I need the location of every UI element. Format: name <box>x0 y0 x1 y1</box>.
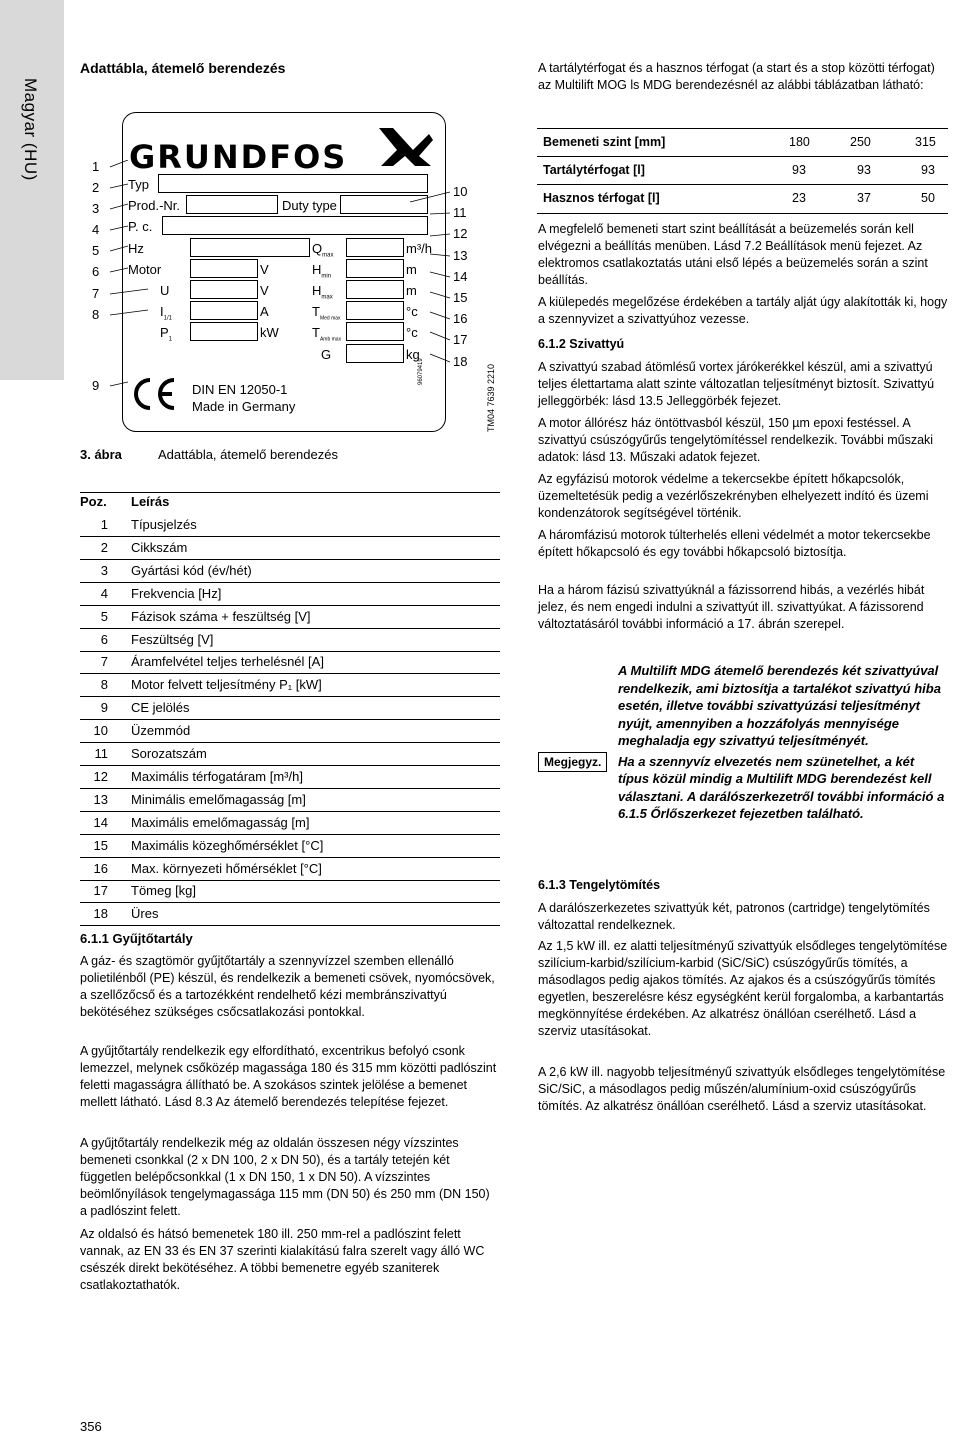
figure-caption: Adattábla, átemelő berendezés <box>158 447 338 462</box>
row-description: Frekvencia [Hz] <box>131 585 222 601</box>
label-typ: Typ <box>128 177 149 192</box>
page-heading: Adattábla, átemelő berendezés <box>80 60 286 76</box>
table-row <box>80 514 500 537</box>
unit-m2: m <box>406 283 417 298</box>
paragraph: A darálószerkezetes szivattyúk két, patronos (cartridge) tengelytömítés változattal rendelkeznek. <box>538 901 930 932</box>
unit-kg: kg <box>406 347 420 362</box>
row-number: 3 <box>92 201 100 216</box>
page-number: 356 <box>80 1419 102 1434</box>
field-box <box>158 174 428 193</box>
field-box <box>190 322 258 341</box>
row-description: Tömeg [kg] <box>131 883 197 899</box>
row-number: 6 <box>92 264 100 279</box>
row-position: 9 <box>100 700 108 716</box>
table-row <box>80 606 500 629</box>
row-description: Motor felvett teljesítmény P₁ [kW] <box>131 677 322 693</box>
paragraph: A gyűjtőtartály rendelkezik egy elfordítható, excentrikus befolyó csonk lemezzel, melynek csőközép magassága 180 és 315 mm közötti padlószint feletti magasságra állítható be. A szokásos szintek jelölése a bemenet mellett látható. Lásd 8.3 Az átemelő berendezés telepítése fejezet. <box>80 1044 497 1109</box>
ce-mark-icon <box>130 376 180 412</box>
row-position: 16 <box>93 860 108 876</box>
section-title-6-1-2: 6.1.2 Szivattyú <box>538 337 625 351</box>
field-box <box>346 280 404 299</box>
row-number: 11 <box>453 205 467 220</box>
label-hmin: $H_{min}$ <box>312 262 332 280</box>
label-u: U <box>160 283 170 298</box>
table-row <box>80 789 500 812</box>
row-description: Maximális térfogatáram [m³/h] <box>131 768 303 784</box>
table-row <box>80 697 500 720</box>
unit-c2: °c <box>406 325 418 340</box>
field-box <box>346 259 404 278</box>
row-description: Típusjelzés <box>131 517 197 532</box>
row-position: 1 <box>100 517 108 532</box>
row-position: 10 <box>93 723 108 739</box>
label-i: $I_{1/1}$ <box>160 304 172 322</box>
row-position: 17 <box>93 883 108 899</box>
paragraph: A megfelelő bemeneti start szint beállítását a beüzemelés során kell elvégezni a beállítás menüben. Lásd 7.2 Beállítások menü fejezet. Az elektromos csatlakoztatás utáni első lépés a beüzemelés során a szint beállítás. <box>538 222 928 287</box>
paragraph: A szivattyú szabad átömlésű vortex járókerékkel készül, ami a szivattyú teljes élettartama alatt szinte változatlan teljesítményt biztosít. Szivattyú jelleggörbék: lásd 13.5 Jelleggörbék fejezet. <box>538 360 935 408</box>
row-position: 12 <box>93 768 108 784</box>
plate-code: 96079419 <box>418 358 424 385</box>
grundfos-logo-text: GRUNDFOS <box>129 138 348 176</box>
row-description: Max. környezeti hőmérséklet [°C] <box>131 860 322 876</box>
table-header-pos: Poz. <box>80 494 107 509</box>
table-row <box>80 835 500 858</box>
row-number: 8 <box>92 307 100 322</box>
row-description: Sorozatszám <box>131 746 207 761</box>
row-number: 17 <box>453 332 468 347</box>
row-position: 18 <box>93 906 108 922</box>
row-number: 9 <box>92 378 100 393</box>
row-number: 13 <box>453 248 468 263</box>
paragraph: Az oldalsó és hátsó bemenetek 180 ill. 250 mm-rel a padlószint felett vannak, az EN 33 és EN 37 szerinti kialakítású falra szerelt vagy álló WC csészék direkt bekötéséhez. A többi bemenetre egyéb szaniterek csatlakoztathatók. <box>80 1227 485 1292</box>
label-g: G <box>321 347 332 362</box>
row-position: 15 <box>93 837 108 853</box>
row-position: 13 <box>93 791 108 807</box>
row-position: 4 <box>100 585 108 601</box>
row-number: 7 <box>92 286 100 301</box>
field-box <box>346 344 404 363</box>
table-row <box>80 880 500 903</box>
row-description: Maximális közeghőmérséklet [°C] <box>131 837 324 853</box>
table-row <box>80 583 500 606</box>
field-box <box>340 195 428 214</box>
paragraph: A háromfázisú motorok túlterhelés elleni védelmét a motor tekercsekbe épített hőkapcsoló és egy további hőkapcsoló biztosítja. <box>538 528 931 559</box>
field-box <box>346 301 404 320</box>
table-row <box>80 743 500 766</box>
row-number: 16 <box>453 311 468 326</box>
table-row <box>80 674 500 697</box>
row-number: 12 <box>453 226 468 241</box>
unit-v1: V <box>260 262 269 277</box>
label-motor: Motor <box>128 262 162 277</box>
row-description: Feszültség [V] <box>131 631 214 647</box>
row-description: Minimális emelőmagasság [m] <box>131 791 306 807</box>
row-position: 2 <box>100 539 108 555</box>
unit-m1: m <box>406 262 417 277</box>
row-position: 11 <box>94 746 108 761</box>
table-row <box>80 766 500 789</box>
row-position: 5 <box>100 608 108 624</box>
section-title-6-1-3: 6.1.3 Tengelytömítés <box>538 878 661 892</box>
row-description: Fázisok száma + feszültség [V] <box>131 608 311 624</box>
row-description: Üzemmód <box>131 723 191 739</box>
language-tab-label: Magyar (HU) <box>21 78 40 181</box>
row-position: 7 <box>100 654 108 670</box>
row-position: 6 <box>100 631 108 647</box>
intro-paragraph: A tartálytérfogat és a hasznos térfogat (a start és a stop közötti térfogat) az Multilift MOG ls MDG berendezésnél az alábbi táblázatban látható: <box>538 61 935 92</box>
field-box <box>190 238 310 257</box>
table-row <box>80 720 500 743</box>
row-number: 14 <box>453 269 468 284</box>
table-row <box>80 629 500 652</box>
label-prod: Prod.-Nr. <box>128 198 181 213</box>
figure-number: 3. ábra <box>80 447 122 462</box>
paragraph: Ha a három fázisú szivattyúknál a fázissorrend hibás, a vezérlés hibát jelez, és nem engedi indulni a szivattyút ill. szivattyúkat. A fázissorend változtatásáról további információ a 17. ábrán szerepel. <box>538 583 925 631</box>
row-number: 5 <box>92 243 100 258</box>
row-description: Cikkszám <box>131 539 188 555</box>
label-din: DIN EN 12050-1 <box>192 382 288 397</box>
label-duty-type: Duty type <box>282 198 337 213</box>
table-row: Bemeneti szint [mm] 180 250 315 <box>537 128 948 157</box>
field-box <box>162 216 428 235</box>
unit-a: A <box>260 304 269 319</box>
paragraph: A kiülepedés megelőzése érdekében a tartály alját úgy alakították ki, hogy a szennyvizet a szivattyúhoz vezesse. <box>538 295 948 326</box>
figure-side-code: TM04 7639 2210 <box>486 363 496 432</box>
field-box <box>190 280 258 299</box>
row-position: 14 <box>93 814 108 830</box>
unit-kw: kW <box>260 325 279 340</box>
label-made-in: Made in Germany <box>192 399 296 414</box>
paragraph: A motor állórész ház öntöttvasból készül, 150 µm epoxi festéssel. A szivattyú csúszógyűrűs tengelytömítéssel rendelkezik. További műszaki adatok: lásd 13. Műszaki adatok fejezet. <box>538 416 934 464</box>
row-description: CE jelölés <box>131 700 190 716</box>
paragraph: Az egyfázisú motorok védelme a tekercsekbe épített hőkapcsolók, üzemeltetésük pedig a vezérlőszekrényben elhelyezett indító és üzemi kondenzátorok segítségével történik. <box>538 472 929 520</box>
row-description: Üres <box>131 906 159 922</box>
note-label: Megjegyz. <box>538 752 607 772</box>
row-description: Maximális emelőmagasság [m] <box>131 814 310 830</box>
row-position: 3 <box>100 562 108 578</box>
label-tamb: $T_{Amb max}$ <box>312 325 342 343</box>
label-hz: Hz <box>128 241 144 256</box>
language-tab <box>0 0 64 380</box>
section-title-6-1-1: 6.1.1 Gyűjtőtartály <box>80 931 193 946</box>
row-number: 15 <box>453 290 468 305</box>
field-box <box>186 195 278 214</box>
row-position: 8 <box>100 677 108 693</box>
row-number: 18 <box>453 354 468 369</box>
field-box <box>346 238 404 257</box>
table-row <box>80 537 500 560</box>
note-text: A Multilift MDG átemelő berendezés két szivattyúval rendelkezik, ami biztosítja a tartalékot szivattyú hiba esetén, illetve további szivattyúzási teljesítményt nyújt, amennyiben a hozzáfolyás mennyisége meghaladja egy szivattyú teljesítményét. Ha a szennyvíz elvezetés nem szünetelhet, a két típus közül mindig a Multilift MDG berendezést kell választani. A darálószerkezetről további információ a 6.1.5 Őrlőszerkezet fejezetben található. <box>618 663 945 821</box>
field-box <box>346 322 404 341</box>
table-row: Hasznos térfogat [l] 23 37 50 <box>537 184 948 214</box>
unit-c1: °c <box>406 304 418 319</box>
label-hmax: $H_{max}$ <box>312 283 333 301</box>
table-header-desc: Leírás <box>131 494 170 509</box>
row-number: 4 <box>92 222 100 237</box>
paragraph: A 2,6 kW ill. nagyobb teljesítményű szivattyúk elsődleges tengelytömítése SiC/SiC, a másodlagos pedig műszén/alumínium-oxid csúszógyűrűs tömítés. Az alkatrész önállóan cserélhető. Lásd a szerviz utasításokat. <box>538 1065 946 1113</box>
field-box <box>190 259 258 278</box>
table-row <box>80 903 500 926</box>
table-row <box>80 560 500 583</box>
row-number: 2 <box>92 180 100 195</box>
row-description: Gyártási kód (év/hét) <box>131 562 252 578</box>
row-number: 1 <box>92 159 100 174</box>
paragraph: Az 1,5 kW ill. ez alatti teljesítményű szivattyúk elsődleges tengelytömítése szilícium-karbid/szilícium-karbid (SiC/SiC) csúszógyűrűs tömítés, a másodlagos pedig ajakos tömítés. Az ajakos és a csúszógyűrűs tömítés egyetlen, beszerelésre kész egységként kerül forgalomba, a karbantartás megkönnyítése érdekében. Az alkatrész önállóan cserélhető. Lásd a szerviz utasításokat. <box>538 939 948 1038</box>
unit-q: m³/h <box>406 241 432 256</box>
table-row: Tartálytérfogat [l] 93 93 93 <box>537 156 948 185</box>
row-description: Áramfelvétel teljes terhelésnél [A] <box>131 654 324 670</box>
row-number: 10 <box>453 184 468 199</box>
field-box <box>190 301 258 320</box>
paragraph: A gyűjtőtartály rendelkezik még az oldalán összesen négy vízszintes bemeneti csonkkal (2 x DN 100, 2 x DN 50), és a tartály tetején két független belépőcsonkkal (1 x DN 150, 1 x DN 50). A vízszintes beömlőnyílások tengelymagassága 115 mm (DN 50) és 250 mm (DN 150) a padlószint felett. <box>80 1136 490 1218</box>
label-p: $P_1$ <box>160 325 173 343</box>
table-row <box>80 812 500 835</box>
label-pc: P. c. <box>128 219 153 234</box>
paragraph: A gáz- és szagtömör gyűjtőtartály a szennyvízzel szemben ellenálló polietilénből (PE) készül, és rendelkezik a bemeneti csövek, nyomócsövek, a szellőzőcső és a tartozékként rendelhető kézi membránszivattyú bekötéséhez szükséges csőcsatlakozási pontokkal. <box>80 954 495 1019</box>
table-row <box>80 651 500 674</box>
table-row <box>80 858 500 881</box>
unit-v2: V <box>260 283 269 298</box>
label-q: $Q_{max}$ <box>312 241 334 259</box>
label-tmed: $T_{Med max}$ <box>312 304 341 322</box>
